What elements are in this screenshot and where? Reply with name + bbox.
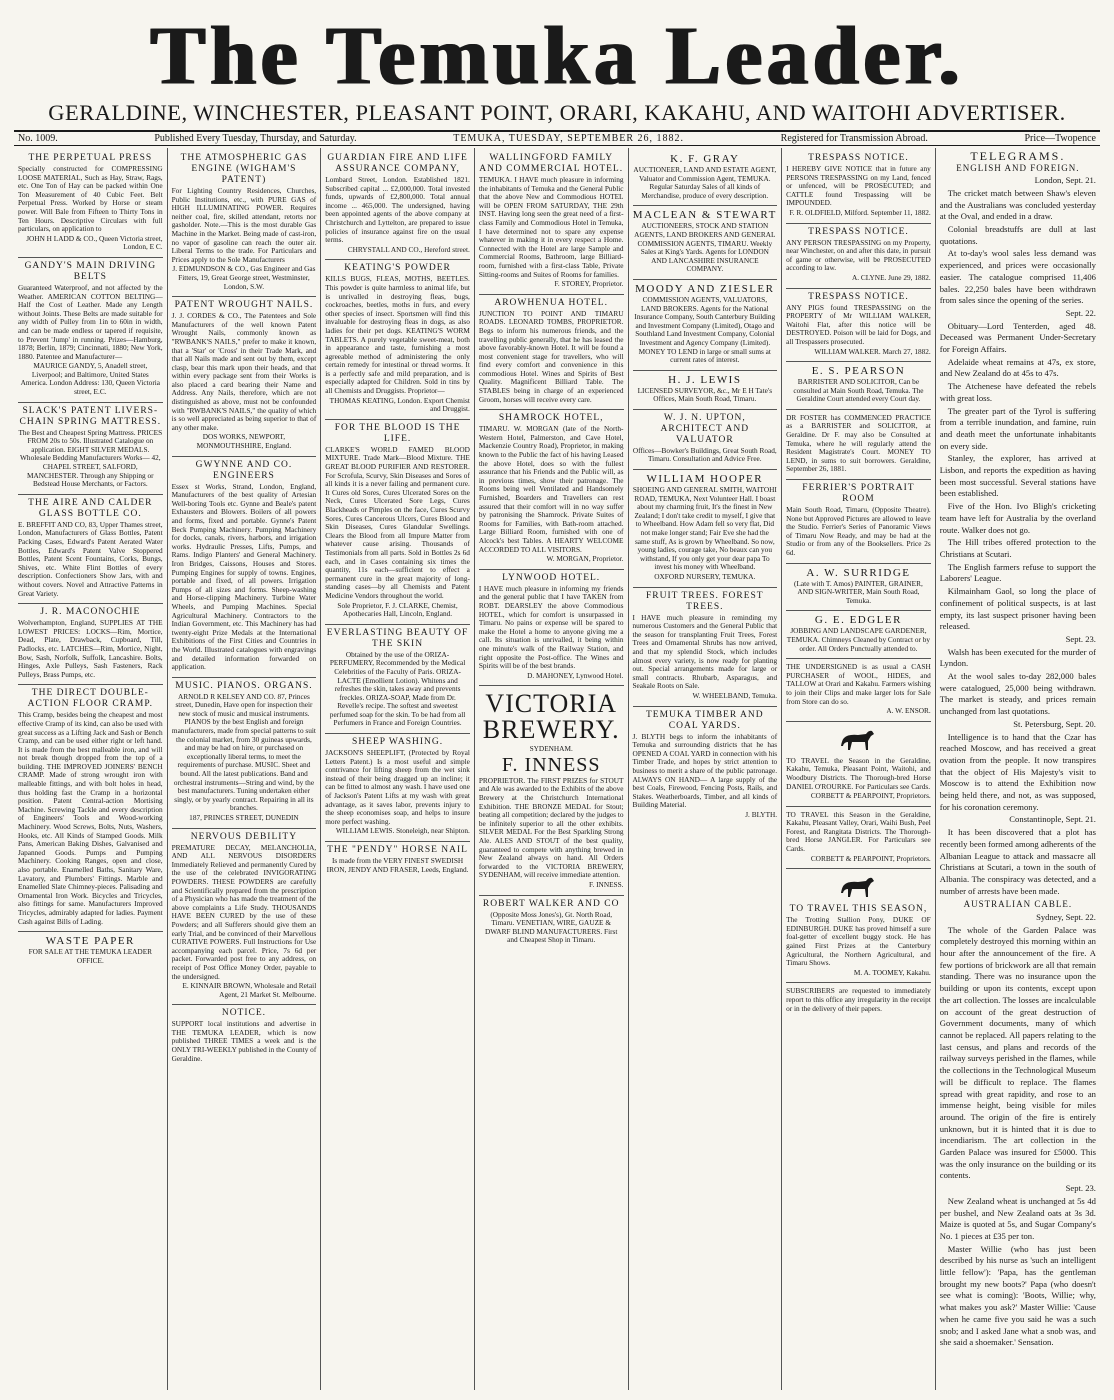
news-paragraph: The English farmers refuse to support the Laborers' League. bbox=[939, 561, 1096, 584]
ad-signature: D. MAHONEY, Lynwood Hotel. bbox=[527, 670, 624, 680]
news-paragraph: Adelaide wheat remains at 47s, ex store, and New Zealand do at 45s to 47s. bbox=[939, 356, 1096, 379]
advertisement bbox=[786, 807, 931, 870]
brewery-location: SYDENHAM. bbox=[529, 744, 573, 754]
advertisement bbox=[479, 150, 624, 295]
advertisement bbox=[786, 150, 931, 224]
ad-heading: NOTICE. bbox=[221, 1008, 267, 1019]
ad-heading: TO TRAVEL THIS SEASON, bbox=[789, 904, 928, 915]
advertisement bbox=[633, 588, 778, 707]
ad-body: SUBSCRIBERS are requested to immediately report to this office any irregularity in the receipt or in the delivery of their papers. bbox=[786, 986, 931, 1013]
ad-heading: FOR THE BLOOD IS THE LIFE. bbox=[334, 422, 461, 444]
ad-body: AUCTIONEERS, STOCK AND STATION AGENTS, LAND BROKERS AND GENERAL COMMISSION AGENTS, TIMARU. Weekly Sales at King's Yards. Agents for LONDON AND LANCASHIRE INSURANCE COMPANY. bbox=[634, 221, 776, 274]
dateline-label: London, Sept. 21. bbox=[1034, 175, 1096, 186]
dateline-label: Constantinople, Sept. 21. bbox=[1009, 814, 1096, 825]
advertisement bbox=[18, 258, 163, 403]
news-paragraph: The cricket match between Shaw's eleven and the Australians was concluded yesterday at the Oval, and ended in a draw. bbox=[939, 187, 1096, 222]
brewery-heading: VICTORIA BREWERY. bbox=[482, 689, 620, 745]
ad-body: Main South Road, Timaru, (Opposite Theatre). None but Approved Pictures are allowed to leave the Studio. Ferrier's Series of Panoramic Views of Timaru Now Ready, and may be had at the Studio or from any of the Booksellers. Price 2s 6d. bbox=[786, 505, 931, 557]
advertisement bbox=[786, 224, 931, 289]
ad-heading: WALLINGFORD FAMILY AND COMMERCIAL HOTEL. bbox=[479, 153, 624, 174]
ad-body: The Best and Cheapest Spring Mattress. PRICES FROM 20s to 50s. Illustrated Catalogue on application. EIGHT SILVER MEDALS. Wholesale Bedding Manufacturers Works— 42, CHAPEL STREET, SALFORD, MANCHESTER. Through any Shipping or Bedstead House Merchants, or Factors. bbox=[18, 427, 163, 489]
ad-heading: GANDY'S MAIN DRIVING BELTS bbox=[24, 260, 157, 282]
ad-heading: SHEEP WASHING. bbox=[352, 737, 444, 748]
advertisement bbox=[325, 150, 470, 260]
news-paragraph: Master Willie (who has just been described by his nurse as 'such an intelligent little fellow'): 'Papa, has the gentleman brought my new boots?' Papa (who doesn't see what is coming): 'Boots, Willie; why, what makes you ask?' Master Willie: 'Cause when he came five you said he was a such snob; and I asked Jane what a snob was, and she said a shoemaker.' Sensation. bbox=[939, 1243, 1096, 1348]
dateline-label: Sept. 22. bbox=[1065, 307, 1096, 318]
ad-signature: M. A. TOOMEY, Kakahu. bbox=[853, 967, 931, 977]
ad-signature: 187, PRINCES STREET, DUNEDIN bbox=[189, 813, 299, 822]
ad-body: TO TRAVEL this Season in the Geraldine, Kakahu, Pleasant Valley, Orari, Waihi Bush, Peel Forest, and Rangitata Districts. The Thorough-bred Horse JANGLER. For Particulars see Cards. bbox=[786, 809, 931, 854]
advertisement bbox=[325, 420, 470, 625]
ad-heading: MOODY AND ZIESLER bbox=[635, 282, 775, 295]
ad-heading: AROWHENUA HOTEL. bbox=[494, 297, 608, 308]
advertisement bbox=[172, 297, 317, 457]
ad-heading: WASTE PAPER bbox=[45, 935, 135, 948]
ad-body: I HEREBY GIVE NOTICE that in future any PERSONS TRESPASSING on my Land, fenced or unfenced, will be PROSECUTED; and CATTLE found Trespassing will be IMPOUNDED. bbox=[786, 164, 931, 208]
ad-heading: TRESPASS NOTICE. bbox=[808, 291, 909, 302]
advertisement bbox=[172, 678, 317, 829]
ad-heading: KEATING'S POWDER bbox=[344, 263, 451, 274]
ad-body: SHOEING AND GENERAL SMITH, WAITOHI ROAD, TEMUKA, Next Volunteer Hall. I boast about my charming fruit, It's the finest in New Zealand; I don't take credit to myself, I give that to Wheelband. How Adam fell so very flat, Did not make longer stand; Fair Eve she had the same stuff, As is grown by Wheelband. So now, young ladies, courage take, No beaux can you withstand, If you only get your dear papa To invest his money with Wheelband. bbox=[632, 485, 777, 572]
ad-body: Offices—Bowker's Buildings, Great South Road, Timaru. Consultation and Advice Free. bbox=[632, 445, 777, 464]
advertisement bbox=[18, 685, 163, 932]
column-3 bbox=[321, 148, 475, 1390]
ad-body: COMMISSION AGENTS, VALUATORS, LAND BROKERS. Agents for the National Insurance Company, South Canterbury Building and Investment Company (Limited), Otago and Southland Land Investment Company, Colonial Investment and Agency Company (Limited). MONEY TO LEND in large or small sums at current rates of interest. bbox=[634, 294, 776, 365]
ad-heading: J. R. MACONOCHIE bbox=[40, 607, 141, 618]
ad-signature: THOMAS KEATING, London. Export Chemist and Druggist. bbox=[329, 395, 470, 414]
news-paragraph: Colonial breadstuffs are dull at last quotations. bbox=[939, 224, 1096, 246]
advertisement bbox=[18, 495, 163, 604]
ad-signature: MAURICE GANDY, 5, Anadell street, Liverpool; and Baltimore, United States America. London Address: 130, Queen Victoria street, E.C. bbox=[20, 361, 161, 397]
ad-heading: SHAMROCK HOTEL, bbox=[498, 413, 604, 424]
masthead bbox=[14, 8, 1100, 146]
ad-heading: E. S. PEARSON bbox=[811, 365, 906, 378]
column-7-telegrams bbox=[936, 148, 1100, 1390]
ad-signature: J. BLYTH. bbox=[745, 809, 778, 819]
ad-heading: THE ATMOSPHERIC GAS ENGINE (WIGHAM'S PATENT) bbox=[180, 153, 308, 185]
advertisement bbox=[18, 403, 163, 495]
ad-signature: F. R. OLDFIELD, Milford. September 11, 1882. bbox=[789, 207, 931, 217]
ad-body: Obtained by the use of the ORIZA-PERFUMERY, Recommended by the Medical Celebrities of the Faculty of Paris. ORIZA-LACTE (Emollient Lotion). Whitens and refreshes the skin, takes away and prevents freckles. ORIZA-SOAP, Made from Dr. Revelle's recipe. The softest and sweetest perfumed soap for the skin. To be had from all Perfumers in France and Foreign Countries. bbox=[329, 649, 466, 728]
column-5 bbox=[629, 148, 783, 1390]
ad-heading: THE DIRECT DOUBLE-ACTION FLOOR CRAMP. bbox=[27, 688, 153, 710]
advertisement bbox=[18, 604, 163, 685]
ad-signature: J. EDMUNDSON & CO., Gas Engineer and Gas Fitters, 19, Great George street, Westminster, London, S.W. bbox=[172, 264, 316, 291]
newspaper-title: The Temuka Leader. bbox=[150, 9, 964, 102]
advertisement bbox=[172, 457, 317, 678]
news-paragraph: The greater part of the Tyrol is suffering from a terrible inundation, and famine, ruin and death meet the unfortunate inhabitants on every side. bbox=[939, 405, 1096, 451]
ad-heading: SLACK'S PATENT LIVERS-CHAIN SPRING MATTRESS. bbox=[19, 405, 162, 427]
ad-body: Lombard Street, London. Established 1821. Subscribed capital ... £2,000,000. Total invested funds, upwards of £2,800,000. Total annual income ... 465,000. The undersigned, having been appointed agents of the above company at Christchurch and Lyttelton, are prepared to issue policies of insurance against fire on the usual terms. bbox=[325, 175, 470, 245]
ad-heading: MUSIC. PIANOS. ORGANS. bbox=[175, 680, 313, 691]
ad-heading: GUARDIAN FIRE AND LIFE ASSURANCE COMPANY, bbox=[327, 153, 468, 174]
ad-body: This Cramp, besides being the cheapest and most effective Cramp of its kind, can also be used with great success as a Lifting Jack and Sash or Bench Cramp, and can be used either right or left hand. It is made from the best malleable iron, and will not break though dropped from the top of a building. THE IMPROVED JOINERS' BENCH CRAMP. Made of strong wrought iron with malleable fittings, and with bolt holes in head, thus holding fast the Cramp in a horizontal position. Patent Central-action Mortising Machine. Screwing Tackle and every description of Engineers' Tools and Wood-working Machinery. Wood Screws, Bolts, Nuts, Washers, Hooks, etc. All Kinds of Stamped Goods. Milk Pans, American Baking Dishes, Galvanised and Japanned Goods. Pumps and Pumping Machinery. Cooking Ranges, open and close, also portable. Enamelled Baths, Sanitary Ware, Lavatory, and Plumbers' Fittings. Marble and Enamelled Slate Chimney-pieces. Palisading and Ornamental Iron Work. Bicycles and Tricycles, also fittings for same. Manufacturers Improved Tricycles, admirably adapted for ladies. Payment Cash against Bills of Lading. bbox=[18, 710, 163, 926]
ad-heading: THE PERPETUAL PRESS bbox=[28, 153, 153, 163]
advertisement bbox=[633, 707, 778, 825]
ad-heading: MACLEAN & STEWART bbox=[632, 209, 777, 222]
news-paragraph: The Hill tribes offered protection to the Christians at Scutari. bbox=[939, 537, 1096, 559]
ad-signature: W. MORGAN, Proprietor. bbox=[546, 554, 624, 564]
news-paragraph: At to-day's wool sales less demand was experienced, and prices were occasionally easier. The catalogue comprised 11,406 bales. 22,250 bales have been withdrawn from sales since the opening of the series. bbox=[939, 248, 1096, 306]
dateline-label: Sydney, Sept. 22. bbox=[1036, 911, 1096, 922]
ad-heading: NERVOUS DEBILITY bbox=[190, 831, 298, 842]
ad-body: LICENSED SURVEYOR, &c., Mr E H Tate's Offices, Main South Road, Timaru. bbox=[637, 385, 773, 404]
dateline bbox=[14, 130, 1100, 146]
ad-heading: PATENT WROUGHT NAILS. bbox=[174, 300, 314, 311]
advertisement bbox=[786, 362, 931, 410]
ad-body: Guaranteed Waterproof, and not affected by the Weather. AMERICAN COTTON BELTING—Half the Cost of Leather. Made any Length without Joints. These Belts are made suitable for any width of Pulley from 1in to 60in in width, and can be made endless or tapered if requisite, to Prevent 'Jump' in running. Prizes—Hamburg, 1878; Berlin, 1879; Cincinnati, 1880; New York, 1880. Patentee and Manufacturer— bbox=[18, 282, 163, 361]
ad-signature: JOHN H LADD & CO., Queen Victoria street, London, E C. bbox=[26, 233, 163, 252]
news-paragraph: Intelligence is to hand that the Czar has reached Moscow, and has received a great ovation from the people. It now transpires that the object of His Majesty's visit to Moscow is to attend the Exhibition now being held there, and not, as was supposed, for his coronation ceremony. bbox=[939, 731, 1096, 812]
ad-body: PROPRIETOR. The FIRST PRIZES for STOUT and Ale was awarded to the Exhibits of the above Brewery at the Christchurch International Exhibition. THE BRONZE MEDAL for Stout; beating all competition; declared by the judges to be infinitely superior to all the other exhibits. SILVER MEDAL For the Best Sparkling Strong Ale. ALES AND STOUT of the best quality, guaranteed to compete with anything brewed in New Zealand always on hand. All Orders forwarded to the VICTORIA BREWERY, SYDENHAM, will receive immediate attention. bbox=[478, 775, 624, 880]
ad-body: The Trotting Stallion Pony, DUKE OF EDINBURGH. DUKE has proved himself a sure foal-getter of excellent buggy stock. He has gained First Prizes at the Canterbury Agricultural, the Northern Agricultural, and Timaru Shows. bbox=[786, 915, 931, 968]
ad-body: TEMUKA. I HAVE much pleasure in informing the inhabitants of Temuka and the General Public that the above New and Commodious HOTEL will be OPEN FROM SATURDAY, THE 29th INST. Having long seen the great need of a first-class Family and Commodious Hotel in Temuka, I have determined not to spare any expense whatever in making it in every respect a Home. Connected with the Hotel are large Sample and Commercial Rooms, Bathroom, large Billiard-room, furnished with a first-class Table, Private Sitting-rooms and Suites of Rooms for families. bbox=[478, 175, 624, 279]
advertisement bbox=[172, 150, 317, 297]
newspaper-subtitle: GERALDINE, WINCHESTER, PLEASANT POINT, ORARI, KAKAHU, AND WAITOHI ADVERTISER. bbox=[48, 100, 1066, 125]
ad-heading: W. J. N. UPTON, ARCHITECT AND VALUATOR bbox=[660, 412, 750, 445]
ad-signature: OXFORD NURSERY, TEMUKA. bbox=[654, 572, 756, 581]
horse-illustration bbox=[838, 875, 878, 901]
ad-signature: W. WHEELBAND, Temuka. bbox=[692, 690, 778, 700]
ad-body: Specially constructed for COMPRESSING LOOSE MATERIAL, Such as Hay, Straw, Rags, etc. One Ton of Hay can be packed within One Ton Measurement of 40 Cubic Feet. Belt Perpetual Press. Worked by Horse or steam power. Will Bale from Fifteen to Thirty Tons in Ten Hours. Descriptive Circulars with full particulars, on application to bbox=[18, 164, 163, 234]
advertisement bbox=[325, 625, 470, 734]
column-6 bbox=[782, 148, 936, 1390]
news-paragraph: The whole of the Garden Palace was completely destroyed this morning within an hour after the announcement of the fire. A few portions of brickwork are all that remain standing. There was no insurance upon the building or upon its contents, except upon the art collection. The losses are incalculable on account of the great destruction of Government documents, many of which cannot be replaced. All papers relating to the last census, and plans and records of the railway surveys perished in the flames, while the collections in the Technological Museum will be difficult to replace. The flames spread with great rapidity, and rose to an immense height, being visible for miles around. The origin of the fire is entirely unknown, but it is hinted that it is due to incendiarism. The art collection in the Garden Palace was insured for £5000. This was the only insurance on the building or its contents. bbox=[939, 924, 1096, 1181]
advertisement bbox=[479, 410, 624, 570]
ad-heading: FERRIER'S PORTRAIT ROOM bbox=[802, 483, 915, 505]
ad-body: For Lighting Country Residences, Churches, Public Institutions, etc., with PURE GAS of HIGH ILLUMINATING POWER. Requires neither coal, fire, skilled attendant, retorts nor gasholder. Note.—This is the most durable Gas Machine in the Market. Being made of cast-iron, no vapor of gasoline can reach the outer air. Liberal Terms to the trade. For Particulars and Prices apply to the Sole Manufacturers bbox=[171, 186, 317, 264]
ad-signature: F. STOREY, Proprietor. bbox=[554, 279, 624, 289]
ad-body: E. BREFFIT AND CO, 83, Upper Thames street, London, Manufacturers of Glass Bottles, Patent Packing Cases, Edward's Patent Aerated Water Bottles, Edward's Patent Valve Stoppered Bottles, Patent Scent Fountains, Corks, Bungs, Shives, etc. White Flint Bottles of every description. Confectioners Show Jars, with and without covers. Novel and Attractive Patterns in Great Variety. bbox=[18, 519, 163, 598]
advertisement bbox=[479, 896, 624, 950]
dateline-label: Sept. 23. bbox=[1065, 1183, 1096, 1194]
ad-body: SUPPORT local institutions and advertise in THE TEMUKA LEADER, which is now published THREE TIMES a week and is the ONLY TRI-WEEKLY published in the County of Geraldine. bbox=[171, 1019, 317, 1063]
ad-signature: WILLIAM LEWIS. Stoneleigh, near Shipton. bbox=[335, 826, 470, 836]
ad-body: Wolverhampton, England, SUPPLIES AT THE LOWEST PRICES: LOCKS—Rim, Mortice, Dead, Plate, Drawback, Cupboard, Till, Padlocks, etc. LATCHES—Rim, Mortice, Night, Bow, Sash, Norfolk, Suffolk, Lancashire. Bolts, Hinges, Axle Pulleys, Sash Fasteners, Rack Pulleys, Brass Pumps, etc. bbox=[18, 618, 163, 679]
column-2 bbox=[168, 148, 322, 1390]
ad-body: Is made from the VERY FINEST SWEDISH IRON, JENDY AND FRASER, Leeds, England. bbox=[326, 856, 469, 874]
ad-heading: THE AIRE AND CALDER GLASS BOTTLE CO. bbox=[28, 497, 153, 519]
ad-heading: G. E. EDGLER bbox=[814, 614, 902, 627]
advertisement bbox=[786, 722, 931, 807]
advertisement bbox=[325, 842, 470, 879]
ad-heading: TRESPASS NOTICE. bbox=[808, 153, 909, 163]
issue-date: TEMUKA, TUESDAY, SEPTEMBER 26, 1882. bbox=[453, 133, 685, 144]
section-heading: AUSTRALIAN CABLE. bbox=[963, 899, 1073, 910]
advertisement bbox=[172, 829, 317, 1006]
advertisement bbox=[325, 734, 470, 842]
ad-body: J. BLYTH begs to inform the inhabitants of Temuka and surrounding districts that he has OPENED A COAL YARD in connection with his Timber Trade, and hopes by strict attention to business to merit a share of the public patronage. ALWAYS ON HAND— A large supply of the best Coals, Firewood, Fencing Posts, Rails, and Stakes. Weatherboards, Timber, and all kinds of Building Material. bbox=[632, 731, 778, 810]
column-1 bbox=[14, 148, 168, 1390]
ad-signature: A. CLYNE. June 29, 1882. bbox=[852, 272, 931, 282]
ad-heading: FRUIT TREES. FOREST TREES. bbox=[645, 590, 764, 612]
ad-body: FOR SALE AT THE TEMUKA LEADER OFFICE. bbox=[28, 947, 153, 965]
ad-body: JOBBING AND LANDSCAPE GARDENER, TEMUKA. Chimneys Cleaned by Contract or by order. All Orders Punctually attended to. bbox=[786, 626, 931, 653]
advertisement bbox=[633, 410, 778, 470]
advertisement bbox=[786, 289, 931, 363]
ad-heading: GWYNNE AND CO. ENGINEERS bbox=[195, 459, 293, 481]
publication-schedule: Published Every Tuesday, Thursday, and Saturday. bbox=[154, 133, 357, 144]
dateline-label: St. Petersburg, Sept. 20. bbox=[1013, 718, 1096, 729]
ad-heading: TEMUKA TIMBER AND COAL YARDS. bbox=[645, 709, 764, 731]
news-paragraph: At the wool sales to-day 282,000 bales were catalogued, 25,000 being withdrawn. The market is steady, and prices remain unchanged from last quotations. bbox=[939, 671, 1096, 717]
news-paragraph: The Atchenese have defeated the rebels with great loss. bbox=[939, 381, 1096, 403]
ad-body: CLARKE'S WORLD FAMED BLOOD MIXTURE. Trade Mark—Blood Mixture. THE GREAT BLOOD PURIFIER AND RESTORER. For Scrofula, Scurvy, Skin Diseases and Sores of all kinds it is a never failing and permanent cure. It Cures old Sores, Cures Ulcerated Sores on the Neck, Cures Ulcerated Sore Legs, Cures Blackheads or Pimples on the face, Cures Scurvy Sores, Cures Cancerous Ulcers, Cures Blood and Skin Diseases, Cures Glandular Swellings. Clears the Blood from all Impure Matter from whatever cause arising. Thousands of Testimonials from all parts. Sold in Bottles 2s 6d each, and in Cases containing six times the quantity, 11s each—sufficient to effect a permanent cure in the great majority of long-standing cases—by all Chemists and Patent Medicine Vendors throughout the world. bbox=[325, 444, 470, 600]
ad-body: I HAVE much pleasure in reminding my numerous Customers and the General Public that the season for transplanting Fruit Trees, Forest Trees and Ornamental Shrubs has now arrived, and that my splendid Stock, which includes almost every variety, is now ready for planting out. Special arrangements made for large or small contracts. Rhubarb, Asparagus, and Seakale Roots on Sale. bbox=[632, 612, 778, 691]
ad-body: THE UNDERSIGNED is as usual a CASH PURCHASER of WOOL, HIDES, and TALLOW at Orari and Kakahu. Farmers wishing to join their Clips and make larger lots for Sale from Store can do so. bbox=[786, 662, 931, 706]
news-paragraph: Five of the Hon. Ivo Bligh's cricketing team have left for Australia by the overland route. Walker does not go. bbox=[939, 501, 1096, 535]
ad-body: JUNCTION TO POINT AND TIMARU ROADS. LEONARD TOMBS, PROPRIETOR. Begs to inform his numerous friends, and the travelling public generally, that he has leased the above favorably-known Hotel. It will be found a most convenient stage for travellers, who will find every comfort and convenience in this commodious Hotel. Wines and Spirits of Best Quality. Magnificent Billiard Table. The STABLES being in charge of an experienced Groom, horses will receive every care. bbox=[478, 308, 624, 404]
ad-heading: WILLIAM HOOPER bbox=[646, 473, 764, 486]
ad-heading: K. F. GRAY bbox=[670, 153, 740, 165]
news-paragraph: Walsh has been executed for the murder of Lyndon. bbox=[939, 646, 1096, 669]
telegrams-heading: TELEGRAMS. bbox=[970, 149, 1066, 163]
ad-body: JACKSON'S SHEEPLIFT, (Protected by Royal Letters Patent.) Is a most useful and simple contrivance for lifting sheep from the wet sink instead of their being dragged up an incline; it can be fitted to almost any wash. I have used one of Jackson's Patent Lifts at my wash with great advantage, as it saves labor, prevents injury to the sheep economises soap, and helps to insure more perfect washing. bbox=[325, 748, 470, 826]
ad-signature: F. INNESS. bbox=[589, 880, 624, 889]
horse-illustration bbox=[838, 728, 878, 754]
advertisement bbox=[633, 470, 778, 588]
advertisement bbox=[786, 611, 931, 659]
ad-signature: CORBETT & PEARPOINT, Proprietors. bbox=[810, 791, 931, 801]
advertisement bbox=[18, 932, 163, 970]
registration-note: Registered for Transmission Abroad. bbox=[780, 133, 928, 144]
ad-signature: CORBETT & PEARPOINT, Proprietors. bbox=[810, 853, 931, 863]
ad-signature: DOS WORKS, NEWPORT, MONMOUTHSHIRE, England. bbox=[196, 432, 292, 451]
column-4 bbox=[475, 148, 629, 1390]
issue-number: No. 1009. bbox=[18, 133, 58, 144]
ad-body: DR FOSTER has COMMENCED PRACTICE as a BARRISTER and SOLICITOR, at Geraldine. Dr F. may also be Consulted at Temuka, where he will regularly attend the Resident Magistrate's Court. MONEY TO LEND, in sums to suit borrowers. Geraldine, September 26, 1881. bbox=[786, 412, 931, 474]
advertisement bbox=[633, 371, 778, 410]
section-heading: ENGLISH AND FOREIGN. bbox=[956, 162, 1080, 173]
advertisement bbox=[633, 206, 778, 280]
ad-body: I HAVE much pleasure in informing my friends and the general public that I have TAKEN from ROBT. DEARSLEY the above Commodious HOTEL, which for comfort is unsurpassed in Timaru. No pains or expense will be spared to make the Hotel a home to anyone giving me a call. Its situation is unrivalled, it being within one minute's walk of the Railway Station, and right opposite the Post-office. The Wines and Spirits will be of the best brands. bbox=[478, 583, 624, 671]
ad-body: ANY PIGS found TRESPASSING on the PROPERTY of Mr WILLIAM WALKER, Waitohi Flat, after this notice will be DESTROYED. Poison will be laid for Dogs, and all Trespassers prosecuted. bbox=[786, 302, 931, 346]
ad-heading: H. J. LEWIS bbox=[668, 373, 742, 386]
dateline-label: Sept. 23. bbox=[1065, 633, 1096, 644]
ad-body: (Opposite Moss Jones's), Gt. North Road, Timaru. VENETIAN, WIRE, GAUZE & DWARF BLIND MANUFACTURERS. First and Cheapest Shop in Timaru. bbox=[484, 909, 618, 945]
news-paragraph: Stanley, the explorer, has arrived at Lisbon, and reports the expedition as having been most successful. Several stations have been established. bbox=[939, 453, 1096, 499]
columns bbox=[14, 148, 1100, 1390]
advertisement bbox=[18, 150, 163, 258]
news-paragraph: Kilmainham Gaol, so long the place of confinement of political suspects, is at last empty, its last suspect prisoner having been released. bbox=[939, 586, 1096, 632]
ad-body: TO TRAVEL the Season in the Geraldine, Kakahu, Temuka, Pleasant Point, Waitohi, and Woodbury Districts. The Thorough-bred Horse DANIEL O'ROURKE. For Particulars see Cards. bbox=[786, 755, 931, 791]
advertisement bbox=[172, 1005, 317, 1068]
ad-signature: WILLIAM WALKER. March 27, 1882. bbox=[814, 346, 931, 356]
ad-signature: A. W. ENSOR. bbox=[886, 706, 931, 716]
ad-body: PREMATURE DECAY, MELANCHOLIA, AND ALL NERVOUS DISORDERS Immediately Relieved and permanently Cured by the use of the celebrated INVIGORATING POWDERS. THESE POWDERS are carefully and Scientifically prepared from the prescription of a Physician who has made the treatment of the above complaints a Life Study. THOUSANDS HAVE BEEN CURED by the use of these Powders; and all Sufferers should give them an early Trial, and be convinced of their Marvellous CURATIVE POWERS. Full Instructions for Use accompanying each parcel. Price, 7s 6d per packet. Forwarded post free to any address, on receipt of Post Office Money Order, payable to the undersigned. bbox=[171, 842, 317, 981]
ad-body: KILLS BUGS, FLEAS, MOTHS, BEETLES. This powder is quite harmless to animal life, but is unrivalled in destroying fleas, bugs, cockroaches, beetles, moths in furs, and every other species of insect. Sportsmen will find this invaluable for destroying fleas in dogs, as also ladies for their pet dogs. KEATING'S WORM TABLETS. A purely vegetable sweet-meat, both in appearance and taste, furnishing a most agreeable method of administering the only certain remedy for intestinal or thread worms. It is a perfectly safe and mild preparation, and is especially adapted for Children. Sold in tins by all Chemists and Druggists. Proprietor— bbox=[325, 274, 470, 396]
advertisement bbox=[479, 686, 624, 895]
news-paragraph: It has been discovered that a plot has recently been formed among adherents of the Albanian League to attack and massacre all Christians at Scutari, a town in the south of Albania. The conspiracy was detected, and a number of arrests have been made. bbox=[939, 827, 1096, 896]
ad-body: Essex st Works, Strand, London, England, Manufacturers of the best quality of Artesian Well-boring Tools etc. Gynne and Beale's patent Exhausters and Blowers. Boilers of all powers and forms, fixed and portable. Gynne's Patent Beck Pumping Machinery. Pumping Machinery for docks, canals, rivers, harbors, and irrigation works. Hydraulic Presses, Lifts, Pumps, and Rams. Indigo Planters' and General Machinery. Iron Bridges, Caissons, Houses and Stores. Pumping Engines for supply of towns. Engines, portable and fixed, of all powers. Irrigation Pumps of all sizes and forms. Sheep-washing and Horse-clipping Machinery. Turbine Water Wheels, and Pumping Machines. Special Agricultural Machinery. Contractors to the Indian Government, etc. This Machinery has had twenty-eight Prize Medals at the International Exhibitions of the First Cities and Countries in the World. Illustrated catalogues with engravings and detailed information forwarded on application. bbox=[171, 481, 317, 672]
ad-signature: E. KINNAIR BROWN, Wholesale and Retail Agent, 21 Market St. Melbourne. bbox=[182, 981, 317, 999]
ad-heading: EVERLASTING BEAUTY OF THE SKIN bbox=[326, 627, 469, 649]
advertisement bbox=[786, 410, 931, 480]
brewery-proprietor: F. INNESS bbox=[501, 753, 601, 776]
ad-heading: TRESPASS NOTICE. bbox=[808, 226, 909, 237]
ad-body: BARRISTER AND SOLICITOR, Can be consulted at Main South Road, Temuka. The Geraldine Court attended every Court day. bbox=[793, 377, 924, 404]
price: Price—Twopence bbox=[1024, 133, 1096, 144]
advertisement bbox=[786, 983, 931, 1018]
advertisement bbox=[633, 150, 778, 206]
news-paragraph: New Zealand wheat is unchanged at 5s 4d per bushel, and New Zealand oats at 3s 3d. Maize is quoted at 5s, and Sugar Company's No. 1 pieces at £35 per ton. bbox=[939, 1195, 1096, 1241]
advertisement bbox=[786, 480, 931, 564]
advertisement bbox=[479, 570, 624, 687]
ad-body: (Late with T. Amos) PAINTER, GRAINER, AND SIGN-WRITER, Main South Road, Temuka. bbox=[794, 578, 923, 605]
news-paragraph: Obituary—Lord Tenterden, aged 48. Deceased was Permanent Under-Secretary for Foreign Affairs. bbox=[939, 320, 1096, 355]
ad-body: ANY PERSON TRESPASSING on my Property, near Winchester, on and after this date, in pursuit of game or otherwise, will be PROSECUTED according to law. bbox=[786, 237, 931, 273]
advertisement bbox=[786, 869, 931, 983]
ad-body: TIMARU. W. MORGAN (late of the North-Western Hotel, Palmerston, and Cave Hotel, Mackenzie Country Road), Proprietor, in making known to the Public the fact of his having Leased the above Hotel, does so with the fullest assurance that his Friends and the Public will, as in previous times, show their patronage. The Rooms being well Ventilated and Handsomely Furnished, Boarders and Travellers can rest assured that their comfort will in no way suffer by patronising the Shamrock. Private Suites of Rooms for Families, with Bath-room attached. Large Billiard Room, furnished with one of Alcock's best Tables. A HEARTY WELCOME ACCORDED TO ALL VISITORS. bbox=[478, 424, 624, 554]
advertisement bbox=[479, 295, 624, 411]
ad-body: J. J. CORDES & CO., The Patentees and Sole Manufacturers of the well known Patent Wrought Nails, commonly known as "RWBANK'S NAILS," prefer to make it known, that a 'Star' or 'Cross' in their Trade Mark, and that all Nails made and sent out by them, except clasp, bear this mark upon their heads, and that within every package sent from their Works is also placed a card bearing their Name and Address. Any Nails, therefore, which are not distinguished as above, must not be confounded with "RWBANK'S NAILS," the quality of which is so well appreciated as being superior to that of any other make. bbox=[171, 311, 317, 432]
ad-heading: ROBERT WALKER AND CO bbox=[482, 898, 620, 909]
advertisement bbox=[786, 564, 931, 612]
advertisement bbox=[633, 280, 778, 371]
ad-body: AUCTIONEER, LAND AND ESTATE AGENT, Valuator and Commission Agent, TEMUKA. Regular Saturday Sales of all kinds of Merchandise, produce of every description. bbox=[633, 165, 777, 200]
ad-body: ARNOLD R KELSEY AND CO. 87, Princes street, Dunedin, Have open for inspection their new stock of music and musical instruments. PIANOS by the best English and foreign manufacturers, made from special patterns to suit the colonial market, from 30 guineas upwards, and may be had on hire, or purchased on exceptionally liberal terms, to meet the requirements of purchase. MUSIC. Sheet and bound. All the latest publications. Band and orchestral instruments—String and wind, by the best manufacturers. Tuning undertaken either singly, or by yearly contract. Repairing in all its branches. bbox=[171, 691, 316, 813]
advertisement bbox=[786, 659, 931, 722]
ad-heading: A. W. SURRIDGE bbox=[806, 566, 911, 579]
advertisement bbox=[325, 260, 470, 420]
ad-signature: CHRYSTALL AND CO., Hereford street. bbox=[347, 244, 470, 254]
ad-signature: Sole Proprietor, F. J. CLARKE, Chemist, Apothecaries Hall, Lincoln, England. bbox=[337, 600, 458, 619]
ad-heading: LYNWOOD HOTEL. bbox=[502, 572, 601, 583]
ad-heading: THE "PENDY" HORSE NAIL bbox=[327, 845, 468, 855]
